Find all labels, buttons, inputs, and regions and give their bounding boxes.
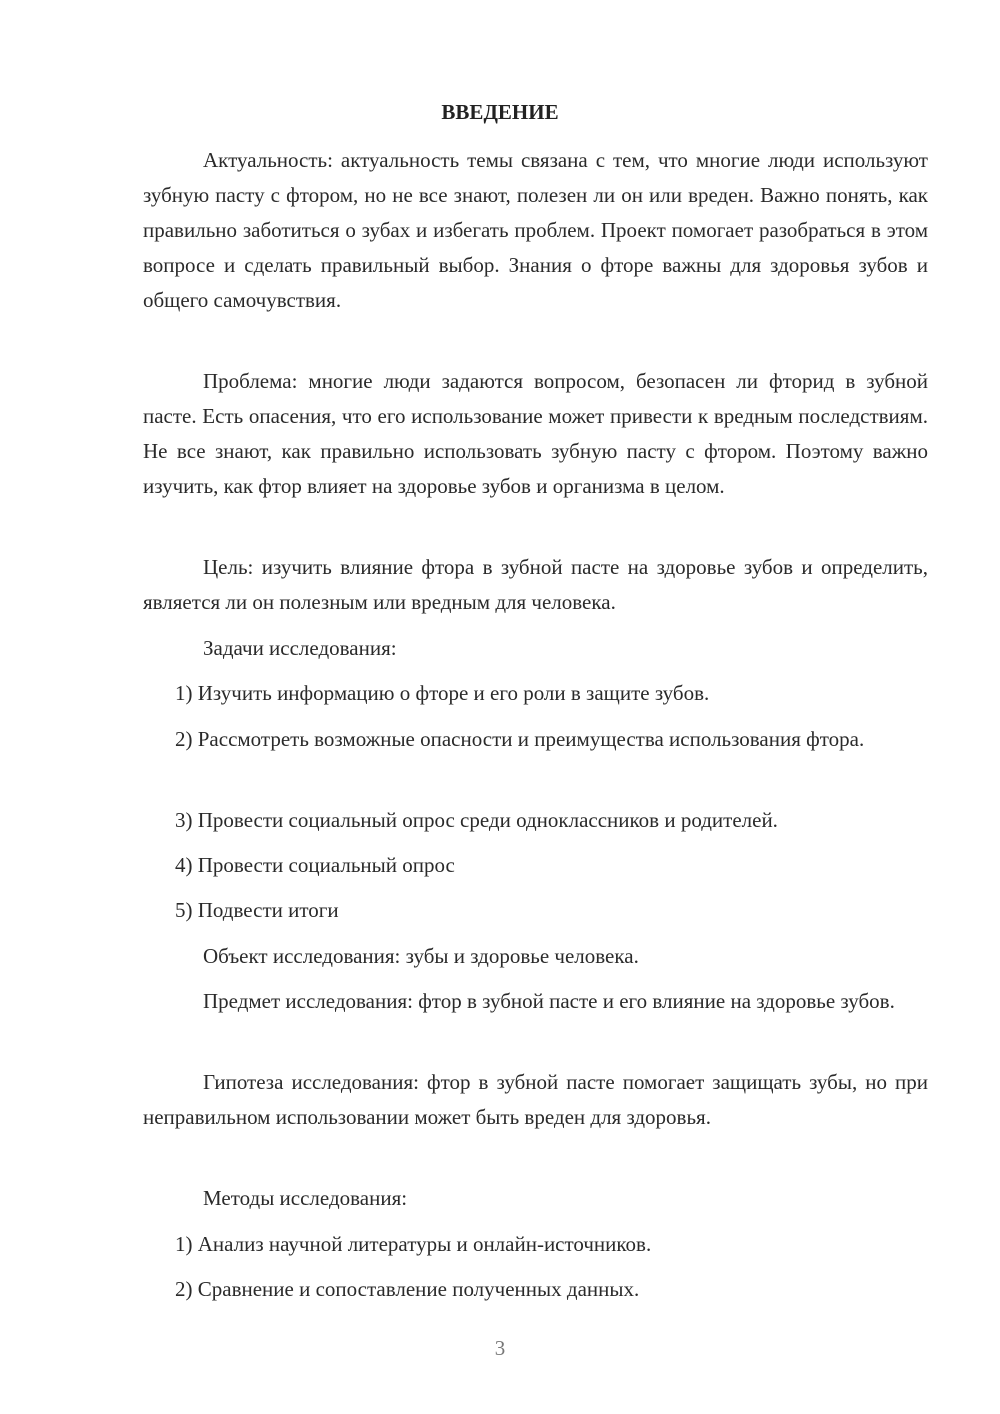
tasks-heading: Задачи исследования: [203, 636, 397, 660]
subject-paragraph: Предмет исследования: фтор в зубной пасте и его влияние на здоровье зубов. [203, 989, 895, 1013]
task-item-5: 5) Подвести итоги [175, 898, 339, 922]
method-item-2: 2) Сравнение и сопоставление полученных данных. [175, 1277, 640, 1301]
page-title: ВВЕДЕНИЕ [441, 100, 559, 124]
hypothesis-paragraph: Гипотеза исследования: фтор в зубной пасте помогает защищать зубы, но при неправильном использовании может быть вреден для здоровья. [143, 1070, 928, 1129]
methods-heading: Методы исследования: [203, 1186, 408, 1210]
method-item-1: 1) Анализ научной литературы и онлайн-источников. [175, 1232, 652, 1256]
task-item-3: 3) Провести социальный опрос среди одноклассников и родителей. [175, 808, 778, 832]
task-item-2: 2) Рассмотреть возможные опасности и преимущества использования фтора. [175, 727, 865, 751]
page-number: 3 [494, 1336, 506, 1360]
problem-paragraph: Проблема: многие люди задаются вопросом, безопасен ли фторид в зубной пасте. Есть опасения, что его использование может привести к вредным последствиям. Не все знают, как правильно использовать зубную пасту с фтором. Поэтому важно изучить, как фтор влияет на здоровье зубов и организма в целом. [143, 369, 928, 498]
task-item-4: 4) Провести социальный опрос [175, 853, 455, 877]
task-item-1: 1) Изучить информацию о фторе и его роли в защите зубов. [175, 681, 710, 705]
object-paragraph: Объект исследования: зубы и здоровье человека. [203, 944, 639, 968]
goal-paragraph: Цель: изучить влияние фтора в зубной пасте на здоровье зубов и определить, является ли он полезным или вредным для человека. [143, 555, 928, 614]
relevance-paragraph: Актуальность: актуальность темы связана с тем, что многие люди используют зубную пасту с фтором, но не все знают, полезен ли он или вреден. Важно понять, как правильно заботиться о зубах и избегать проблем. Проект помогает разобраться в этом вопросе и сделать правильный выбор. Знания о фторе важны для здоровья зубов и общего самочувствия. [143, 148, 928, 312]
